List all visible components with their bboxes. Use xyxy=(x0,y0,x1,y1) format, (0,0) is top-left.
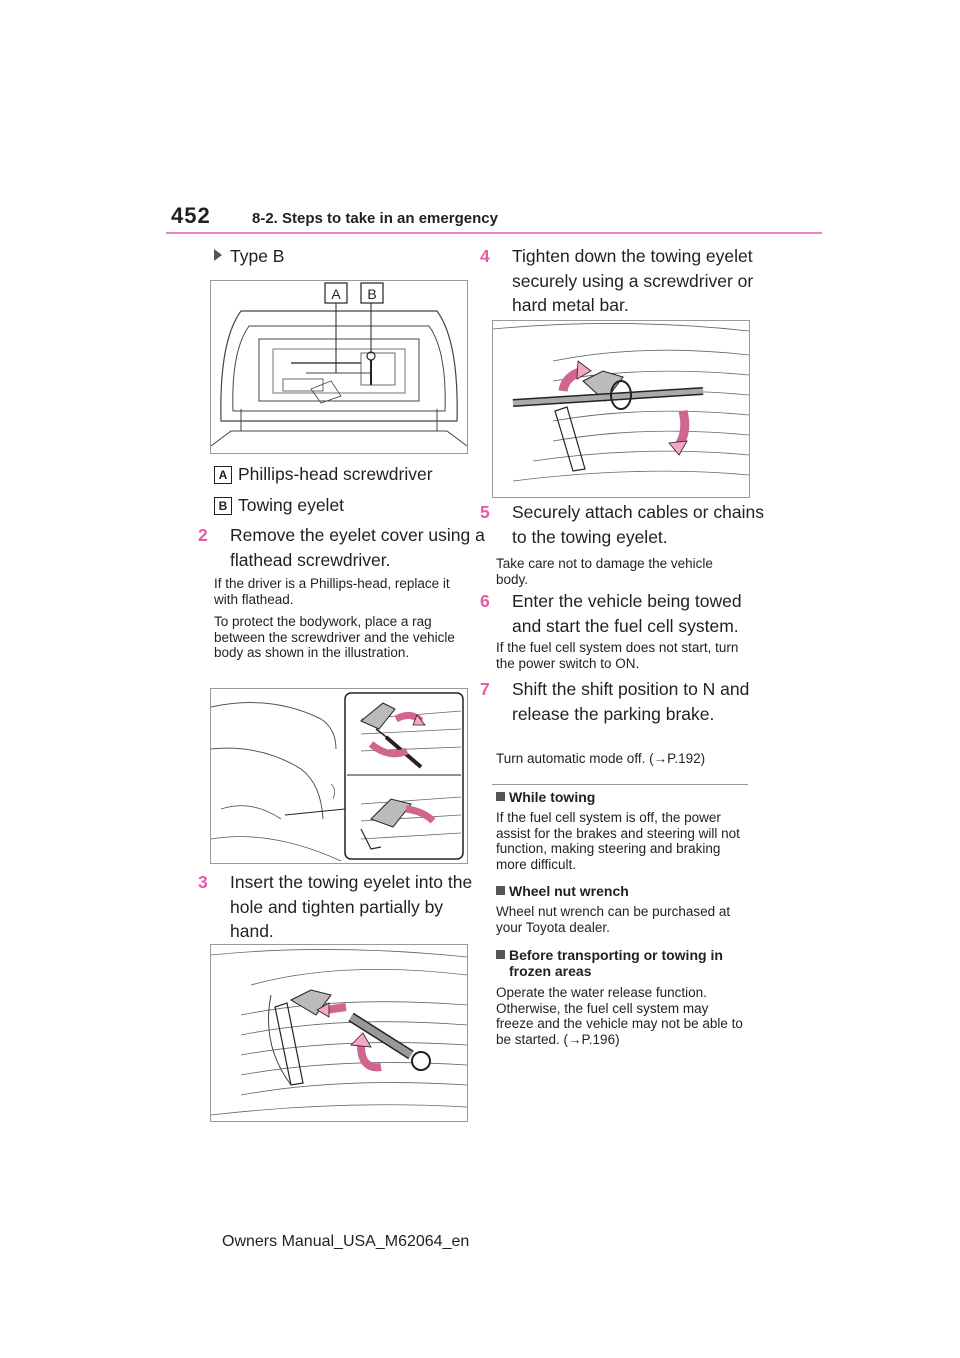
square-bullet-icon xyxy=(496,792,505,801)
arrow-bullet-icon xyxy=(214,249,222,261)
step-2: 2 Remove the eyelet cover using a flathead screwdriver. xyxy=(198,525,485,570)
note-5: Take care not to damage the vehicle body. xyxy=(496,556,713,587)
callout-b: B Towing eyelet xyxy=(214,493,344,517)
step-7: 7 Shift the shift position to N and release the parking brake. xyxy=(480,679,750,724)
step-5: 5 Securely attach cables or chains to the towing eyelet. xyxy=(480,502,764,547)
section-divider xyxy=(492,784,748,785)
info-wheel-nut-wrench: Wheel nut wrench Wheel nut wrench can be purchased at your Toyota dealer. xyxy=(496,883,731,935)
square-bullet-icon xyxy=(496,886,505,895)
svg-text:A: A xyxy=(331,286,341,302)
svg-text:B: B xyxy=(367,286,377,302)
page-number: 452 xyxy=(171,203,211,228)
step-4: 4 Tighten down the towing eyelet securely using a screwdriver or hard metal bar. xyxy=(480,246,754,315)
figure-trunk-tools xyxy=(210,280,468,454)
figure-tighten-eyelet xyxy=(492,320,750,498)
step-6: 6 Enter the vehicle being towed and start the fuel cell system. xyxy=(480,591,742,636)
header-rule xyxy=(166,232,822,234)
note-7: Turn automatic mode off. (→P.192) xyxy=(496,751,706,766)
square-bullet-icon xyxy=(496,950,505,959)
info-while-towing: While towing If the fuel cell system is off, the power assist for the brakes and steering will not function, making steering and braking more difficult. xyxy=(496,789,740,872)
info-frozen-areas: Before transporting or towing in frozen areas Operate the water release function. Otherwise, the fuel cell system may freeze and the vehicle may not be able to be started. (→P.196) xyxy=(496,947,743,1047)
note-2a: If the driver is a Phillips-head, replace it with flathead. xyxy=(214,576,450,607)
type-label: Type B xyxy=(214,244,284,268)
callout-a: A Phillips-head screwdriver xyxy=(214,462,433,486)
figure-remove-cover xyxy=(210,688,468,864)
figure-insert-eyelet xyxy=(210,944,468,1122)
note-6: If the fuel cell system does not start, turn the power switch to ON. xyxy=(496,640,739,671)
step-3: 3 Insert the towing eyelet into the hole and tighten partially by hand. xyxy=(198,872,473,941)
note-2b: To protect the bodywork, place a rag between the screwdriver and the vehicle body as shown in the illustration. xyxy=(214,614,455,660)
section-title: 8-2. Steps to take in an emergency xyxy=(252,210,498,227)
footer-manual-id: Owners Manual_USA_M62064_en xyxy=(222,1233,470,1250)
